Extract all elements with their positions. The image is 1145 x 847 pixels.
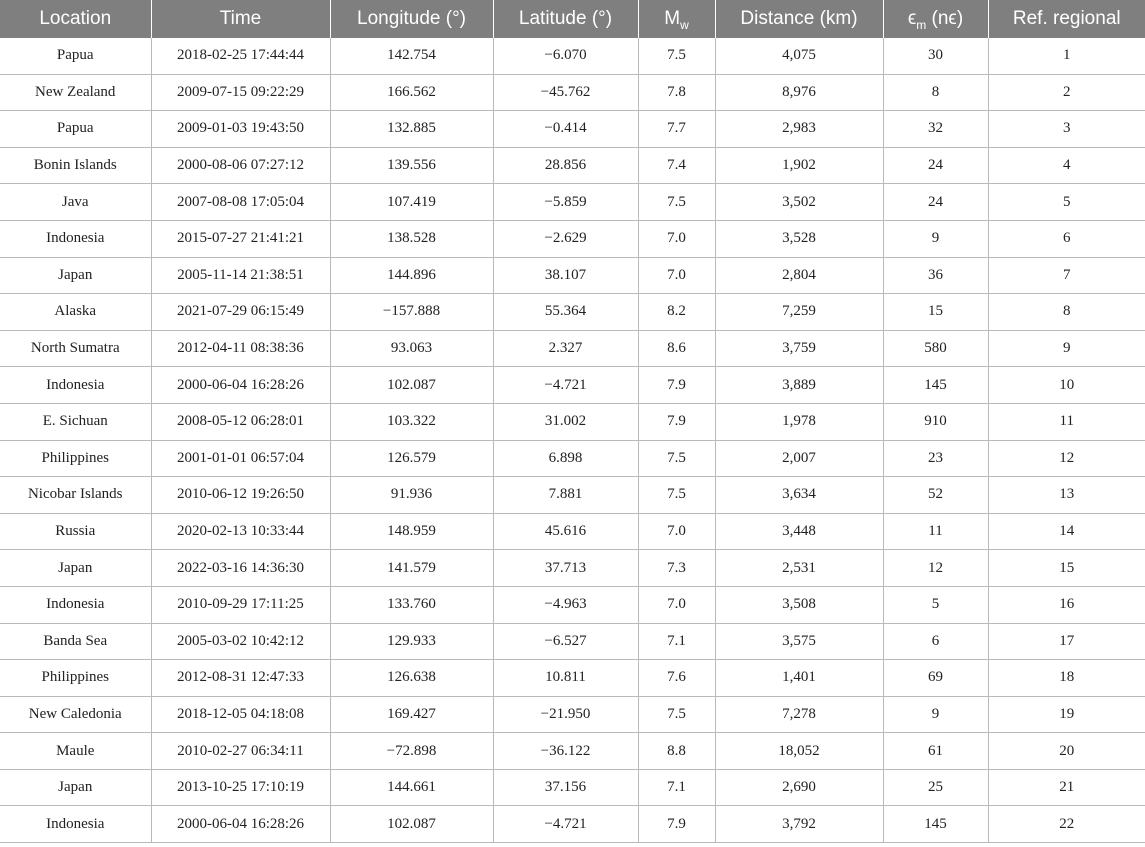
cell-strain: 580 (883, 330, 988, 367)
table-row (0, 806, 1145, 843)
cell-location: Bonin Islands (0, 147, 151, 184)
header-ref-regional: Ref. regional (988, 0, 1145, 38)
cell-latitude: −5.859 (493, 184, 638, 221)
cell-ref-regional: 1 (988, 38, 1145, 74)
cell-ref-regional: 21 (988, 769, 1145, 806)
table-row (0, 477, 1145, 514)
cell-time: 2009-07-15 09:22:29 (151, 74, 330, 111)
cell-location: Java (0, 184, 151, 221)
cell-ref-regional: 19 (988, 696, 1145, 733)
cell-longitude: 93.063 (330, 330, 493, 367)
header-row (0, 0, 1145, 38)
cell-magnitude: 7.5 (638, 184, 715, 221)
cell-location: Alaska (0, 294, 151, 331)
cell-location: North Sumatra (0, 330, 151, 367)
cell-distance: 1,401 (715, 660, 883, 697)
cell-longitude: 102.087 (330, 806, 493, 843)
cell-latitude: 38.107 (493, 257, 638, 294)
cell-distance: 4,075 (715, 38, 883, 74)
cell-location: Indonesia (0, 220, 151, 257)
cell-strain: 36 (883, 257, 988, 294)
cell-time: 2012-04-11 08:38:36 (151, 330, 330, 367)
cell-longitude: 91.936 (330, 477, 493, 514)
table-row (0, 257, 1145, 294)
cell-location: Papua (0, 111, 151, 148)
cell-magnitude: 7.1 (638, 623, 715, 660)
cell-location: Indonesia (0, 586, 151, 623)
cell-distance: 3,759 (715, 330, 883, 367)
table-row (0, 623, 1145, 660)
cell-ref-regional: 9 (988, 330, 1145, 367)
cell-location: Indonesia (0, 806, 151, 843)
cell-strain: 910 (883, 403, 988, 440)
cell-magnitude: 7.5 (638, 440, 715, 477)
cell-time: 2018-12-05 04:18:08 (151, 696, 330, 733)
cell-longitude: 107.419 (330, 184, 493, 221)
cell-latitude: 10.811 (493, 660, 638, 697)
cell-time: 2005-03-02 10:42:12 (151, 623, 330, 660)
cell-time: 2009-01-03 19:43:50 (151, 111, 330, 148)
cell-strain: 25 (883, 769, 988, 806)
cell-distance: 2,804 (715, 257, 883, 294)
cell-strain: 24 (883, 147, 988, 184)
cell-strain: 69 (883, 660, 988, 697)
cell-longitude: 139.556 (330, 147, 493, 184)
cell-distance: 3,575 (715, 623, 883, 660)
cell-ref-regional: 11 (988, 403, 1145, 440)
cell-time: 2007-08-08 17:05:04 (151, 184, 330, 221)
cell-latitude: −45.762 (493, 74, 638, 111)
cell-magnitude: 7.1 (638, 769, 715, 806)
cell-strain: 23 (883, 440, 988, 477)
table-row (0, 184, 1145, 221)
cell-magnitude: 7.3 (638, 550, 715, 587)
header-time: Time (151, 0, 330, 38)
cell-distance: 3,889 (715, 367, 883, 404)
cell-time: 2021-07-29 06:15:49 (151, 294, 330, 331)
cell-latitude: −4.721 (493, 367, 638, 404)
cell-latitude: −4.963 (493, 586, 638, 623)
table-row (0, 550, 1145, 587)
cell-longitude: 138.528 (330, 220, 493, 257)
cell-distance: 2,531 (715, 550, 883, 587)
cell-longitude: 102.087 (330, 367, 493, 404)
header-distance: Distance (km) (715, 0, 883, 38)
cell-time: 2010-09-29 17:11:25 (151, 586, 330, 623)
cell-strain: 8 (883, 74, 988, 111)
cell-longitude: 133.760 (330, 586, 493, 623)
cell-ref-regional: 4 (988, 147, 1145, 184)
cell-strain: 30 (883, 38, 988, 74)
cell-magnitude: 7.4 (638, 147, 715, 184)
cell-location: E. Sichuan (0, 403, 151, 440)
table-row (0, 147, 1145, 184)
cell-location: New Caledonia (0, 696, 151, 733)
cell-longitude: 144.661 (330, 769, 493, 806)
cell-location: Papua (0, 38, 151, 74)
cell-magnitude: 8.2 (638, 294, 715, 331)
cell-latitude: 37.156 (493, 769, 638, 806)
cell-location: Maule (0, 733, 151, 770)
cell-magnitude: 7.5 (638, 38, 715, 74)
cell-magnitude: 7.5 (638, 696, 715, 733)
cell-distance: 3,792 (715, 806, 883, 843)
cell-longitude: 141.579 (330, 550, 493, 587)
table-row (0, 513, 1145, 550)
cell-time: 2018-02-25 17:44:44 (151, 38, 330, 74)
cell-ref-regional: 5 (988, 184, 1145, 221)
table-row (0, 696, 1145, 733)
table-row (0, 74, 1145, 111)
cell-longitude: 103.322 (330, 403, 493, 440)
cell-magnitude: 7.9 (638, 403, 715, 440)
cell-latitude: 37.713 (493, 550, 638, 587)
cell-distance: 1,978 (715, 403, 883, 440)
table-row (0, 220, 1145, 257)
cell-distance: 8,976 (715, 74, 883, 111)
cell-time: 2012-08-31 12:47:33 (151, 660, 330, 697)
cell-distance: 3,528 (715, 220, 883, 257)
cell-longitude: 144.896 (330, 257, 493, 294)
cell-latitude: 45.616 (493, 513, 638, 550)
cell-time: 2022-03-16 14:36:30 (151, 550, 330, 587)
cell-longitude: 166.562 (330, 74, 493, 111)
cell-ref-regional: 14 (988, 513, 1145, 550)
cell-magnitude: 8.8 (638, 733, 715, 770)
table-row (0, 586, 1145, 623)
cell-longitude: 169.427 (330, 696, 493, 733)
cell-distance: 3,508 (715, 586, 883, 623)
cell-ref-regional: 16 (988, 586, 1145, 623)
cell-time: 2005-11-14 21:38:51 (151, 257, 330, 294)
cell-latitude: −21.950 (493, 696, 638, 733)
cell-distance: 2,690 (715, 769, 883, 806)
cell-strain: 32 (883, 111, 988, 148)
cell-strain: 11 (883, 513, 988, 550)
cell-strain: 61 (883, 733, 988, 770)
cell-time: 2008-05-12 06:28:01 (151, 403, 330, 440)
cell-latitude: −6.070 (493, 38, 638, 74)
cell-longitude: 129.933 (330, 623, 493, 660)
cell-location: Philippines (0, 440, 151, 477)
header-strain: $\epsilon_m$ (nϵ) (883, 0, 988, 38)
cell-strain: 9 (883, 696, 988, 733)
cell-ref-regional: 7 (988, 257, 1145, 294)
cell-distance: 3,448 (715, 513, 883, 550)
cell-magnitude: 7.9 (638, 806, 715, 843)
cell-magnitude: 7.0 (638, 513, 715, 550)
cell-latitude: 31.002 (493, 403, 638, 440)
cell-longitude: 126.579 (330, 440, 493, 477)
cell-ref-regional: 2 (988, 74, 1145, 111)
cell-magnitude: 7.8 (638, 74, 715, 111)
cell-distance: 2,983 (715, 111, 883, 148)
cell-strain: 145 (883, 367, 988, 404)
cell-time: 2000-06-04 16:28:26 (151, 367, 330, 404)
cell-latitude: 28.856 (493, 147, 638, 184)
cell-ref-regional: 13 (988, 477, 1145, 514)
cell-longitude: 148.959 (330, 513, 493, 550)
header-location: Location (0, 0, 151, 38)
cell-time: 2000-06-04 16:28:26 (151, 806, 330, 843)
cell-latitude: 2.327 (493, 330, 638, 367)
cell-magnitude: 7.9 (638, 367, 715, 404)
cell-distance: 2,007 (715, 440, 883, 477)
cell-time: 2010-02-27 06:34:11 (151, 733, 330, 770)
cell-ref-regional: 22 (988, 806, 1145, 843)
cell-latitude: −4.721 (493, 806, 638, 843)
cell-strain: 145 (883, 806, 988, 843)
table-row (0, 769, 1145, 806)
header-latitude: Latitude (°) (493, 0, 638, 38)
cell-latitude: 6.898 (493, 440, 638, 477)
cell-longitude: 126.638 (330, 660, 493, 697)
cell-time: 2020-02-13 10:33:44 (151, 513, 330, 550)
cell-strain: 24 (883, 184, 988, 221)
cell-location: Indonesia (0, 367, 151, 404)
cell-strain: 6 (883, 623, 988, 660)
cell-longitude: −157.888 (330, 294, 493, 331)
header-longitude: Longitude (°) (330, 0, 493, 38)
table-row (0, 111, 1145, 148)
cell-magnitude: 7.0 (638, 257, 715, 294)
cell-distance: 3,502 (715, 184, 883, 221)
cell-magnitude: 7.6 (638, 660, 715, 697)
cell-strain: 12 (883, 550, 988, 587)
cell-ref-regional: 10 (988, 367, 1145, 404)
cell-latitude: −36.122 (493, 733, 638, 770)
cell-magnitude: 7.5 (638, 477, 715, 514)
cell-longitude: 132.885 (330, 111, 493, 148)
table-row (0, 403, 1145, 440)
table-row (0, 38, 1145, 74)
cell-magnitude: 7.0 (638, 586, 715, 623)
cell-time: 2000-08-06 07:27:12 (151, 147, 330, 184)
cell-ref-regional: 17 (988, 623, 1145, 660)
cell-longitude: −72.898 (330, 733, 493, 770)
cell-time: 2015-07-27 21:41:21 (151, 220, 330, 257)
cell-magnitude: 7.0 (638, 220, 715, 257)
cell-latitude: −2.629 (493, 220, 638, 257)
cell-strain: 9 (883, 220, 988, 257)
table-row (0, 367, 1145, 404)
cell-location: New Zealand (0, 74, 151, 111)
cell-latitude: −0.414 (493, 111, 638, 148)
table-row (0, 660, 1145, 697)
cell-ref-regional: 8 (988, 294, 1145, 331)
table-body (0, 38, 1145, 843)
cell-location: Banda Sea (0, 623, 151, 660)
cell-strain: 15 (883, 294, 988, 331)
cell-location: Russia (0, 513, 151, 550)
header-magnitude: $M_w$ (638, 0, 715, 38)
cell-latitude: 55.364 (493, 294, 638, 331)
cell-time: 2001-01-01 06:57:04 (151, 440, 330, 477)
cell-distance: 3,634 (715, 477, 883, 514)
table-row (0, 294, 1145, 331)
cell-distance: 7,259 (715, 294, 883, 331)
cell-strain: 52 (883, 477, 988, 514)
cell-latitude: 7.881 (493, 477, 638, 514)
cell-time: 2013-10-25 17:10:19 (151, 769, 330, 806)
cell-ref-regional: 6 (988, 220, 1145, 257)
table-row (0, 440, 1145, 477)
cell-ref-regional: 20 (988, 733, 1145, 770)
cell-magnitude: 8.6 (638, 330, 715, 367)
table-row (0, 330, 1145, 367)
cell-strain: 5 (883, 586, 988, 623)
cell-ref-regional: 3 (988, 111, 1145, 148)
cell-ref-regional: 12 (988, 440, 1145, 477)
cell-ref-regional: 18 (988, 660, 1145, 697)
cell-ref-regional: 15 (988, 550, 1145, 587)
cell-latitude: −6.527 (493, 623, 638, 660)
cell-location: Japan (0, 769, 151, 806)
cell-location: Philippines (0, 660, 151, 697)
cell-distance: 7,278 (715, 696, 883, 733)
cell-longitude: 142.754 (330, 38, 493, 74)
table-row (0, 733, 1145, 770)
cell-location: Japan (0, 257, 151, 294)
cell-location: Japan (0, 550, 151, 587)
cell-location: Nicobar Islands (0, 477, 151, 514)
cell-distance: 18,052 (715, 733, 883, 770)
cell-time: 2010-06-12 19:26:50 (151, 477, 330, 514)
cell-magnitude: 7.7 (638, 111, 715, 148)
cell-distance: 1,902 (715, 147, 883, 184)
